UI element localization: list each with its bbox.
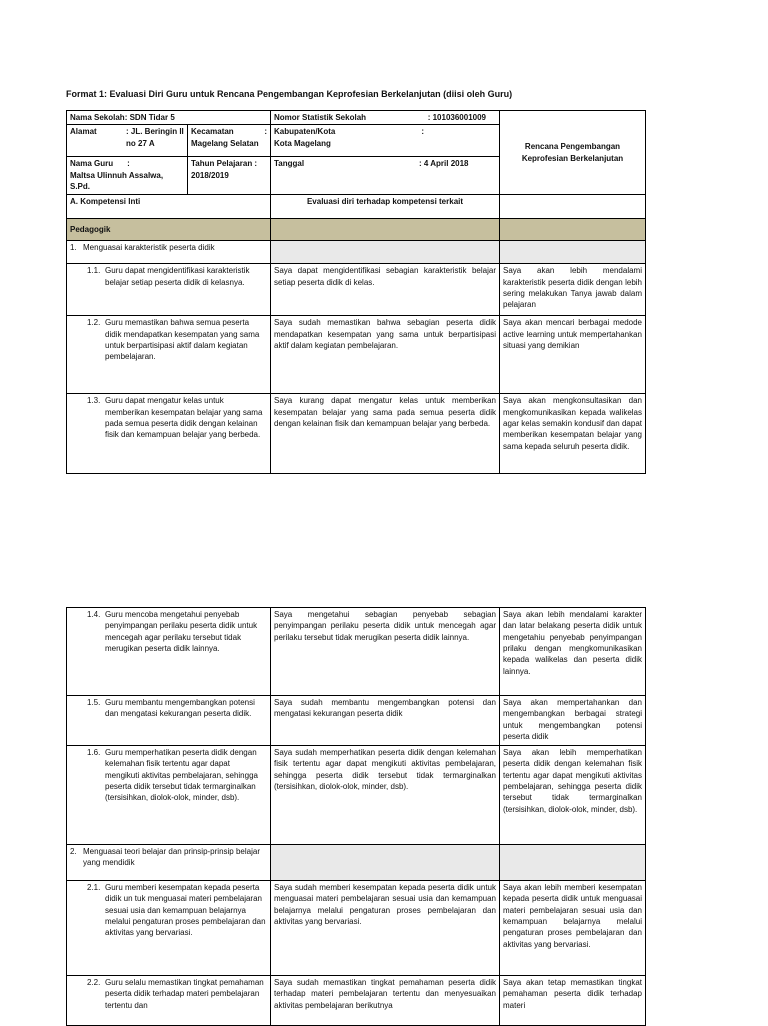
kecamatan-label: Kecamatan [191, 127, 234, 137]
plan-1-5: Saya akan mempertahankan dan mengembangkan berbagai strategi untuk mengembangkan potensi peserta didik [500, 696, 646, 746]
rencana-header: Rencana Pengembangan Keprofesian Berkelanjutan [500, 111, 646, 195]
indicator-1-5 [67, 696, 271, 746]
evaluation-table-page-1 [66, 110, 646, 474]
pedagogik-empty [500, 219, 646, 241]
nama-guru [67, 157, 188, 195]
evaluation-1-3: Saya kurang dapat mengatur kelas untuk memberikan kesempatan belajar yang sama pada semua peserta didik dengan kelainan fisik dan kemampuan belajar yang berbeda. [271, 394, 500, 474]
kecamatan [188, 125, 271, 157]
kecamatan-value: Magelang Selatan [191, 138, 259, 148]
section-empty [271, 241, 500, 264]
evaluation-1-6: Saya sudah memperhatikan peserta didik dengan kelemahan fisik tertentu agar dapat mengikuti aktivitas pembelajaran, sehingga peserta didik tersebut tidak termarginalkan (tersisihkan, diolok-olok, minder, dsb). [271, 746, 500, 845]
tanggal [271, 157, 500, 195]
item-number: 1.5. [87, 698, 101, 707]
item-number: 2.1. [87, 883, 101, 892]
section-2 [67, 845, 271, 881]
section-title: Menguasai karakteristik peserta didik [83, 243, 215, 253]
tahun-label: Tahun Pelajaran : [191, 159, 258, 169]
alamat-label: Alamat [70, 127, 97, 137]
item-number: 2.2. [87, 978, 101, 987]
plan-1-3: Saya akan mengkonsultasikan dan mengkomunikasikan kepada walikelas agar kelas semakin kondusif dan dapat memberikan kesempatan belajar yang sama kepada seluruh peserta didik. [500, 394, 646, 474]
indicator-text: Guru dapat mengatur kelas untuk memberikan kesempatan belajar yang sama pada semua peserta didik dengan kelainan fisik dan kemampuan belajar yang berbeda. [105, 396, 263, 440]
indicator-text: Guru memastikan bahwa semua peserta didik mendapatkan kesempatan yang sama untuk berpartisipasi aktif dalam kegiatan pembelajaran. [105, 318, 260, 362]
alamat-value: : JL. Beringin II no 27 A [126, 127, 184, 148]
indicator-text: Guru selalu memastikan tingkat pemahaman peserta didik terhadap materi pembelajaran tertentu dan [105, 978, 264, 1010]
pedagogik-label: Pedagogik [67, 219, 271, 241]
nama-sekolah: Nama Sekolah: SDN Tidar 5 [67, 111, 271, 125]
indicator-1-6 [67, 746, 271, 845]
evaluation-2-1: Saya sudah memberi kesempatan kepada peserta didik untuk menguasai materi pembelajaran sesuai usia dan kemampuan belajarnya melalui pengaturan proses pembelajaran dan aktivitas yang bervariasi. [271, 881, 500, 976]
empty-cell [500, 195, 646, 219]
kabupaten [271, 125, 500, 157]
plan-1-1: Saya akan lebih mendalami karakteristik peserta didik dengan lebih sering melakukan Tanya jawab dalam pelajaran [500, 264, 646, 316]
indicator-2-2 [67, 976, 271, 1026]
section-number: 2. [70, 847, 77, 856]
tahun-value: 2018/2019 [191, 170, 229, 180]
tanggal-label: Tanggal [274, 159, 305, 169]
alamat [67, 125, 188, 157]
plan-1-4: Saya akan lebih mendalami karakter dan latar belakang peserta didik untuk mengetahiu penyebab penyimpangan prilaku dengan mengkomunikasikan kepada walikelas dan peserta didik lainnya. [500, 608, 646, 696]
kabupaten-colon: : [421, 127, 424, 137]
section-empty [500, 241, 646, 264]
section-number: 1. [70, 243, 77, 253]
evaluation-1-2: Saya sudah memastikan bahwa sebagian peserta didik mendapatkan kesempatan yang sama untuk berpartisipasi aktif dalam kegiatan pembelajaran. [271, 316, 500, 394]
indicator-text: Guru membantu mengembangkan potensi dan mengatasi kekurangan peserta didik. [105, 698, 255, 719]
nama-guru-label: Nama Guru [70, 159, 114, 169]
section-empty [500, 845, 646, 881]
evaluation-1-4: Saya mengetahui sebagian penyebab sebagian penyimpangan perilaku peserta didik untuk mencegah agar perilaku tersebut tidak merugikan peserta didik lainnya. [271, 608, 500, 696]
kabupaten-value: Kota Magelang [274, 138, 331, 148]
format-title: Format 1: Evaluasi Diri Guru untuk Rencana Pengembangan Keprofesian Berkelanjutan (diisi oleh Guru) [66, 89, 513, 99]
nama-guru-colon: : [127, 159, 130, 169]
plan-1-6: Saya akan lebih memperhatikan peserta didik dengan kelemahan fisik tertentu agar dapat mengikuti aktivitas pembelajaran, sehingga peserta didik tersebut tidak termarginalkan (tersisihkan, diolok-olok, minder, dsb). [500, 746, 646, 845]
evaluation-2-2: Saya sudah memastikan tingkat pemahaman peserta didik terhadap materi pembelajaran tertentu dan menyesuaikan aktivitas pembelajaran berikutnya [271, 976, 500, 1026]
evaluasi-header: Evaluasi diri terhadap kompetensi terkait [271, 195, 500, 219]
kabupaten-label: Kabupaten/Kota [274, 127, 336, 137]
tanggal-value: : 4 April 2018 [419, 159, 469, 169]
kompetensi-inti: A. Kompetensi Inti [67, 195, 271, 219]
evaluation-1-1: Saya dapat mengidentifikasi sebagian karakteristik belajar setiap peserta didik di kelas. [271, 264, 500, 316]
plan-2-1: Saya akan lebih memberi kesempatan kepada peserta didik untuk menguasai materi pembelajaran sesuai usia dan kemampuan belajarnya melalui pengaturan proses pembelajaran dan aktivitas yang bervariasi. [500, 881, 646, 976]
tahun-pelajaran [188, 157, 271, 195]
item-number: 1.4. [87, 610, 101, 619]
indicator-1-4 [67, 608, 271, 696]
section-title: Menguasai teori belajar dan prinsip-prinsip belajar yang mendidik [83, 847, 260, 868]
nomor-statistik [271, 111, 500, 125]
item-number: 1.1. [87, 266, 101, 276]
indicator-1-1 [67, 264, 271, 316]
nomor-value: : 101036001009 [427, 113, 486, 122]
indicator-1-2 [67, 316, 271, 394]
plan-2-2: Saya akan tetap memastikan tingkat pemahaman peserta didik terhadap materi [500, 976, 646, 1026]
nama-guru-value: Maltsa Ulinnuh Assalwa, S.Pd. [70, 170, 164, 192]
nomor-label: Nomor Statistik Sekolah [274, 113, 367, 122]
item-number: 1.6. [87, 748, 101, 757]
item-number: 1.2. [87, 318, 101, 328]
evaluation-table-page-2 [66, 607, 646, 1026]
pedagogik-empty [271, 219, 500, 241]
indicator-text: Guru memberi kesempatan kepada peserta didik un tuk menguasai materi pembelajaran sesuai usia dan kemampuan belajarnya melalui pengaturan proses pembelajaran dan aktivitas yang bervariasi. [105, 883, 266, 938]
section-empty [271, 845, 500, 881]
item-number: 1.3. [87, 396, 101, 406]
kecamatan-colon: : [264, 127, 267, 137]
indicator-text: Guru memperhatikan peserta didik dengan kelemahan fisik tertentu agar dapat mengikuti aktivitas pembelajaran, sehingga peserta didik tersebut tidak termarginalkan (tersisihkan, diolok-olok, minder, dsb). [105, 748, 258, 803]
evaluation-1-5: Saya sudah membantu mengembangkan potensi dan mengatasi kekurangan peserta didik [271, 696, 500, 746]
indicator-text: Guru dapat mengidentifikasi karakteristik belajar setiap peserta didik di kelasnya. [105, 266, 250, 287]
indicator-text: Guru mencoba mengetahui penyebab penyimpangan perilaku peserta didik untuk mencegah agar perilaku tersebut tidak merugikan peserta didik lainnya. [105, 610, 258, 654]
indicator-2-1 [67, 881, 271, 976]
section-1 [67, 241, 271, 264]
indicator-1-3 [67, 394, 271, 474]
plan-1-2: Saya akan mencari berbagai medode active learning untuk mempertahankan situasi yang demikian [500, 316, 646, 394]
